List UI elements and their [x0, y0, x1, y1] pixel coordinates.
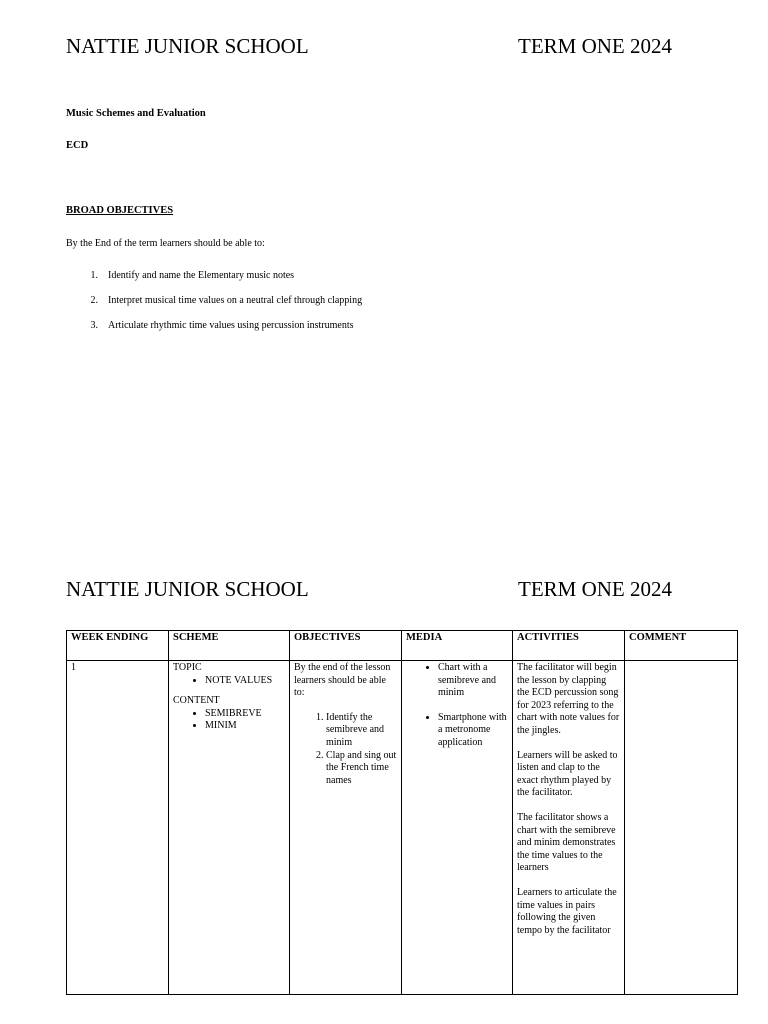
activity-paragraph: Learners will be asked to listen and clap to the exact rhythm played by the facilitator.: [517, 749, 618, 799]
objectives-cell-list: [294, 712, 397, 788]
column-header: WEEK ENDING: [67, 631, 169, 661]
objectives-cell: [290, 661, 402, 995]
list-item: 1. Identify the semibreve and minim: [326, 712, 397, 750]
list-item: • Smartphone with a metronome application: [438, 712, 508, 750]
activity-paragraph: The facilitator shows a chart with the semibreve and minim demonstrates the time values to the learners: [517, 811, 616, 874]
list-item: • NOTE VALUES: [205, 675, 285, 688]
table-header-row: [67, 631, 738, 661]
list-item: • MINIM: [205, 720, 285, 733]
media-list: [406, 662, 508, 700]
media-list: [406, 712, 508, 750]
activities-cell: [513, 661, 625, 995]
content-label: CONTENT: [173, 695, 220, 707]
column-header: MEDIA: [402, 631, 513, 661]
activity-paragraph: Learners to articulate the time values in pairs following the given tempo by the facilitator: [517, 886, 617, 936]
term-label: TERM ONE 2024: [518, 577, 672, 601]
media-cell: [402, 661, 513, 995]
level-label: ECD: [66, 140, 89, 151]
scheme-table: [66, 630, 738, 995]
scheme-cell: [169, 661, 290, 995]
content-list: [173, 708, 285, 733]
objectives-intro: By the End of the term learners should be able to:: [66, 238, 265, 249]
list-item: 3. Articulate rhythmic time values using percussion instruments: [90, 320, 354, 331]
objectives-cell-intro: By the end of the lesson learners should be able to:: [294, 662, 391, 699]
activity-paragraph: The facilitator will begin the lesson by clapping the ECD percussion song for 2023 referring to the chart with note values for the jingles.: [517, 662, 620, 736]
topic-label: TOPIC: [173, 662, 202, 673]
school-name: NATTIE JUNIOR SCHOOL: [66, 577, 309, 601]
comment-cell: [625, 661, 738, 995]
list-item: 2. Interpret musical time values on a neutral clef through clapping: [90, 295, 363, 306]
week-cell: 1: [67, 661, 169, 995]
list-item: 2. Clap and sing out the French time names: [326, 750, 397, 788]
list-item: • SEMIBREVE: [205, 708, 285, 721]
list-item: 1. Identify and name the Elementary music notes: [90, 270, 295, 281]
document-subtitle: Music Schemes and Evaluation: [66, 108, 206, 119]
column-header: OBJECTIVES: [290, 631, 402, 661]
page-header: [66, 33, 672, 59]
column-header: ACTIVITIES: [513, 631, 625, 661]
column-header: SCHEME: [169, 631, 290, 661]
broad-objectives-list: [66, 269, 362, 344]
school-name: NATTIE JUNIOR SCHOOL: [66, 34, 309, 58]
list-item: • Chart with a semibreve and minim: [438, 662, 508, 700]
table-row: [67, 661, 738, 995]
column-header: COMMENT: [625, 631, 738, 661]
broad-objectives-heading: BROAD OBJECTIVES: [66, 205, 174, 216]
page-header-2: [66, 576, 672, 602]
topic-list: [173, 675, 285, 688]
term-label: TERM ONE 2024: [518, 34, 672, 58]
